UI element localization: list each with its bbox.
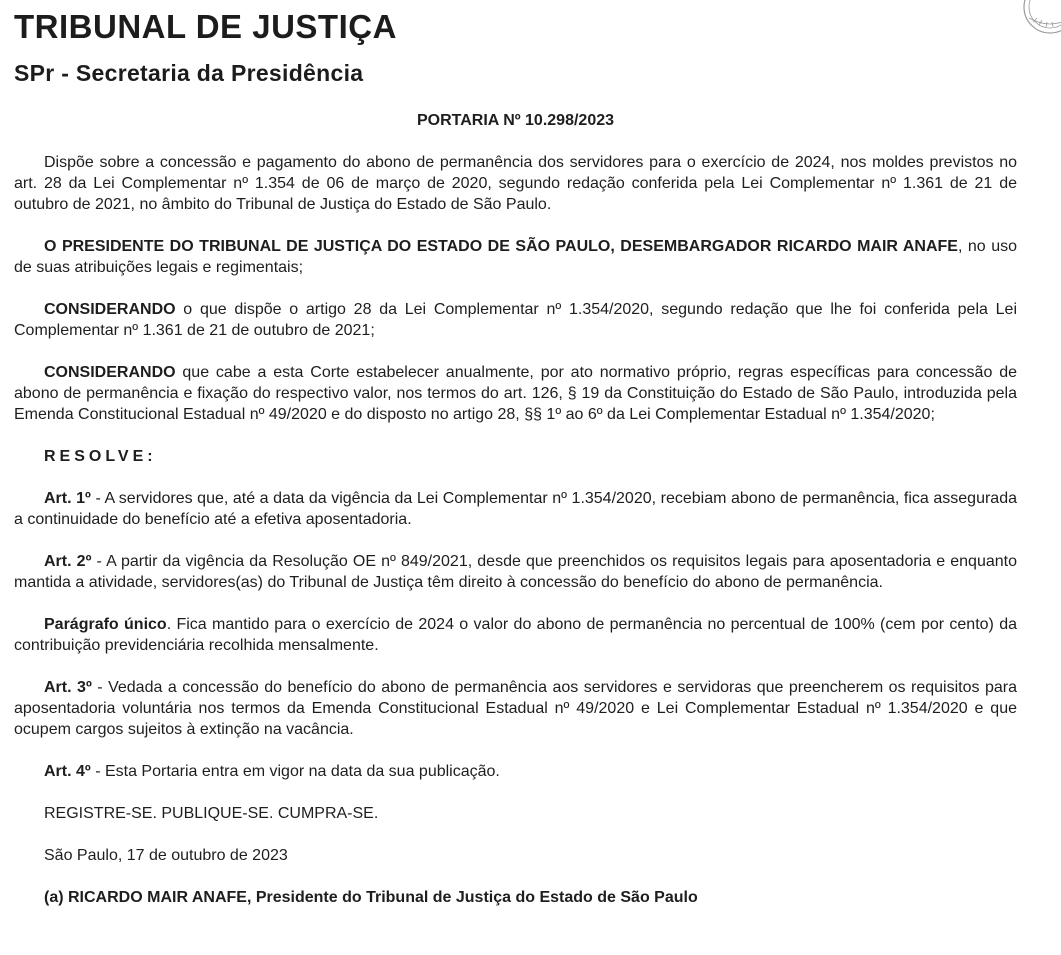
- preamble-paragraph: [14, 236, 1017, 278]
- resolve-heading: RESOLVE:: [44, 448, 157, 465]
- considerando-1-label: CONSIDERANDO: [44, 301, 176, 318]
- article-1-text: - A servidores que, até a data da vigência da Lei Complementar nº 1.354/2020, recebiam abono de permanência, fica assegurada a continuidade do benefício até a efetiva aposentadoria.: [14, 490, 1018, 528]
- article-4-paragraph: [14, 761, 1017, 782]
- considerando-2-paragraph: [14, 362, 1017, 425]
- article-2-paragraph: [14, 551, 1017, 593]
- article-1-label: Art. 1º: [44, 490, 91, 507]
- article-2-label: Art. 2º: [44, 553, 92, 570]
- considerando-1-text: o que dispõe o artigo 28 da Lei Complementar nº 1.354/2020, segundo redação que lhe foi conferida pela Lei Complementar nº 1.361 de 21 de outubro de 2021;: [14, 301, 1017, 339]
- ementa-paragraph: Dispõe sobre a concessão e pagamento do abono de permanência dos servidores para o exercício de 2024, nos moldes previstos no art. 28 da Lei Complementar nº 1.354 de 06 de março de 2020, segundo redação conferida pela Lei Complementar nº 1.361 de 21 de outubro de 2021, no âmbito do Tribunal de Justiça do Estado de São Paulo.: [14, 154, 1017, 213]
- article-3-label: Art. 3º: [44, 679, 92, 696]
- paragrafo-unico-paragraph: [14, 614, 1017, 656]
- considerando-1-paragraph: [14, 299, 1017, 341]
- page-title: TRIBUNAL DE JUSTIÇA: [14, 8, 397, 45]
- document-body: [14, 110, 1017, 908]
- seal-icon: [1021, 0, 1061, 36]
- preamble-bold: O PRESIDENTE DO TRIBUNAL DE JUSTIÇA DO ESTADO DE SÃO PAULO, DESEMBARGADOR RICARDO MAIR ANAFE: [44, 238, 958, 255]
- page-subtitle: SPr - Secretaria da Presidência: [14, 60, 364, 86]
- article-4-text: - Esta Portaria entra em vigor na data da sua publicação.: [90, 763, 500, 780]
- article-4-label: Art. 4º: [44, 763, 91, 780]
- preamble-text: , no uso de suas atribuições legais e regimentais;: [14, 238, 1017, 276]
- place-date: São Paulo, 17 de outubro de 2023: [44, 847, 288, 864]
- article-3-text: - Vedada a concessão do benefício do abono de permanência aos servidores e servidoras que preencherem os requisitos para aposentadoria voluntária nos termos da Emenda Constitucional Estadual nº 49/2020 e Lei Complementar Estadual nº 1.354/2020 e que ocupem cargos sujeitos à extinção na vacância.: [14, 679, 1018, 738]
- paragrafo-unico-text: . Fica mantido para o exercício de 2024 o valor do abono de permanência no percentual de 100% (cem por cento) da contribuição previdenciária recolhida mensalmente.: [14, 616, 1018, 654]
- article-2-text: - A partir da vigência da Resolução OE nº 849/2021, desde que preenchidos os requisitos legais para aposentadoria e enquanto mantida a atividade, servidores(as) do Tribunal de Justiça têm direito à concessão do benefício do abono de permanência.: [14, 553, 1017, 591]
- article-1-paragraph: [14, 488, 1017, 530]
- signature-line: (a) RICARDO MAIR ANAFE, Presidente do Tribunal de Justiça do Estado de São Paulo: [44, 889, 698, 906]
- document-heading: PORTARIA Nº 10.298/2023: [416, 112, 615, 129]
- paragrafo-unico-label: Parágrafo único: [44, 616, 167, 633]
- article-3-paragraph: [14, 677, 1017, 740]
- considerando-2-label: CONSIDERANDO: [44, 364, 176, 381]
- considerando-2-text: que cabe a esta Corte estabelecer anualmente, por ato normativo próprio, regras específicas para concessão de abono de permanência e fixação do respectivo valor, nos termos do art. 126, § 19 da Constituição do Estado de São Paulo, introduzida pela Emenda Constitucional Estadual nº 49/2020 e do disposto no artigo 28, §§ 1º ao 6º da Lei Complementar Estadual nº 1.354/2020;: [14, 364, 1017, 423]
- closing-formula: REGISTRE-SE. PUBLIQUE-SE. CUMPRA-SE.: [44, 805, 379, 822]
